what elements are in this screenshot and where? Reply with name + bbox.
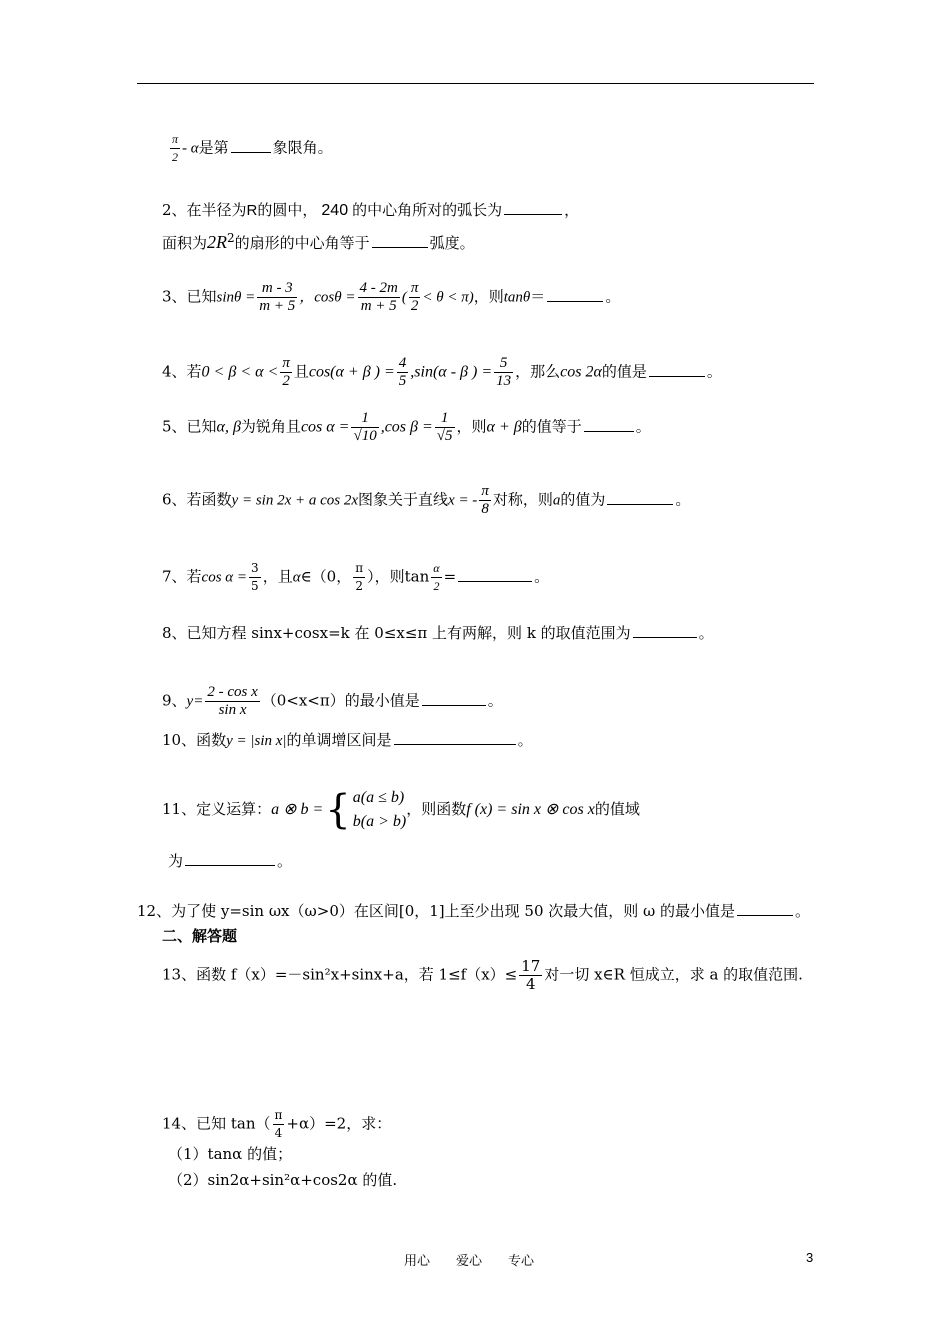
question-4: 4、若0 < β < α < $\frac{\pi}{2}$ 且cos(α + β ) = $\frac{4}{5}$ ,sin(α - β ) = $\frac{5}{13}$ ，那么cos 2α的值是 。 bbox=[162, 355, 722, 389]
answer-blank[interactable] bbox=[372, 233, 428, 248]
question-10: 10、函数y = |sin x|的单调增区间是 。 bbox=[162, 731, 533, 749]
fraction: $\frac{\text{2 - cos x}}{\text{sin x}}$ bbox=[207, 684, 258, 718]
answer-blank[interactable] bbox=[547, 287, 603, 302]
answer-blank[interactable] bbox=[458, 567, 532, 582]
question-6: 6、若函数y = sin 2x + a cos 2x图象关于直线x = - $\frac{\pi}{8}$ 对称，则a的值为 。 bbox=[162, 483, 691, 517]
fraction: $\frac{1}{√5}$ bbox=[436, 410, 453, 444]
fraction: $\frac{4 - 2m}{m + 5}$ bbox=[359, 280, 398, 314]
answer-blank[interactable] bbox=[649, 362, 705, 377]
fraction: $\frac{17}{4}$ bbox=[521, 957, 541, 993]
fraction: $\frac{5}{13}$ bbox=[496, 355, 512, 389]
fraction: $\frac{3}{5}$ bbox=[251, 561, 259, 593]
section-heading: 二、解答题 bbox=[162, 927, 238, 945]
page-number: 3 bbox=[806, 1250, 814, 1265]
answer-blank[interactable] bbox=[737, 901, 793, 916]
answer-blank[interactable] bbox=[231, 138, 271, 153]
cases: a(a ≤ b) b(a > b) bbox=[352, 789, 407, 830]
question-14-part-2: （2）sin2α+sin²α+cos2α 的值. bbox=[168, 1171, 398, 1189]
answer-blank[interactable] bbox=[584, 417, 634, 432]
fraction: $\frac{\pi}{2}$ bbox=[410, 280, 419, 314]
question-5: 5、已知α, β为锐角且cos α = $\frac{1}{√10}$ ,cos β = $\frac{1}{√5}$ ，则α + β的值等于 。 bbox=[162, 410, 651, 444]
fraction: $\frac{\pi}{2}$ bbox=[172, 132, 179, 164]
question-11-line-2: 为 。 bbox=[168, 852, 293, 870]
question-14-part-1: （1）tanα 的值； bbox=[168, 1145, 293, 1163]
fraction: $\frac{m - 3}{m + 5}$ bbox=[259, 280, 296, 314]
question-2: 2、在半径为R的圆中， 240 的中心角所对的弧长为 ， bbox=[162, 201, 580, 219]
fraction: $\frac{\pi}{4}$ bbox=[274, 1108, 283, 1140]
fraction: $\frac{4}{5}$ bbox=[398, 355, 407, 389]
answer-blank[interactable] bbox=[633, 623, 697, 638]
answer-blank[interactable] bbox=[504, 200, 562, 215]
fraction: $\frac{\pi}{8}$ bbox=[481, 483, 489, 517]
question-2-line-2: 面积为$2R^2$的扇形的中心角等于 弧度。 bbox=[162, 231, 475, 252]
answer-blank[interactable] bbox=[185, 851, 275, 866]
header-rule bbox=[137, 83, 814, 84]
question-13: 13、函数 f（x）=－sin²x+sinx+a，若 1≤f（x）≤ $\frac{17}{4}$ 对一切 x∈R 恒成立，求 a 的取值范围. bbox=[162, 957, 803, 993]
question-3: 3、已知sinθ = $\frac{m - 3}{m + 5}$ ，cosθ = $\frac{4 - 2m}{m + 5}$ ( $\frac{\pi}{2}$ < θ < π)，则tanθ＝ 。 bbox=[162, 280, 621, 314]
answer-blank[interactable] bbox=[394, 730, 516, 745]
fraction: $\frac{\pi}{2}$ bbox=[355, 561, 364, 593]
answer-blank[interactable] bbox=[607, 490, 673, 505]
question-1-tail: $\frac{\pi}{2}$ - α是第 象限角。 bbox=[172, 132, 333, 164]
fraction: $\frac{\pi}{2}$ bbox=[282, 355, 290, 389]
question-12: 12、为了使 y=sin ωx（ω>0）在区间[0，1]上至少出现 50 次最大值，则 ω 的最小值是 。 bbox=[137, 902, 811, 920]
question-14: 14、已知 tan（ $\frac{\pi}{4}$ +α）=2，求： bbox=[162, 1108, 392, 1140]
answer-blank[interactable] bbox=[422, 691, 486, 706]
fraction: $\frac{\alpha}{2}$ bbox=[433, 561, 440, 593]
question-11: 11、定义运算：a ⊗ b ={ a(a ≤ b) b(a > b) ，则函数f (x) = sin x ⊗ cos x的值域 bbox=[162, 787, 640, 833]
footer-slogan: 用心 爱心 专心 bbox=[404, 1254, 535, 1269]
left-brace: { bbox=[325, 787, 351, 833]
question-9: 9、y= $\frac{\text{2 - cos x}}{\text{sin x}}$ （0<x<π）的最小值是 。 bbox=[162, 684, 503, 718]
fraction: $\frac{1}{√10}$ bbox=[353, 410, 377, 444]
question-8: 8、已知方程 sinx+cosx=k 在 0≤x≤π 上有两解，则 k 的取值范围为 。 bbox=[162, 624, 714, 642]
question-7: 7、若cos α = $\frac{3}{5}$ ，且α∈（0， $\frac{\pi}{2}$ ），则tan $\frac{\alpha}{2}$ = 。 bbox=[162, 561, 550, 593]
